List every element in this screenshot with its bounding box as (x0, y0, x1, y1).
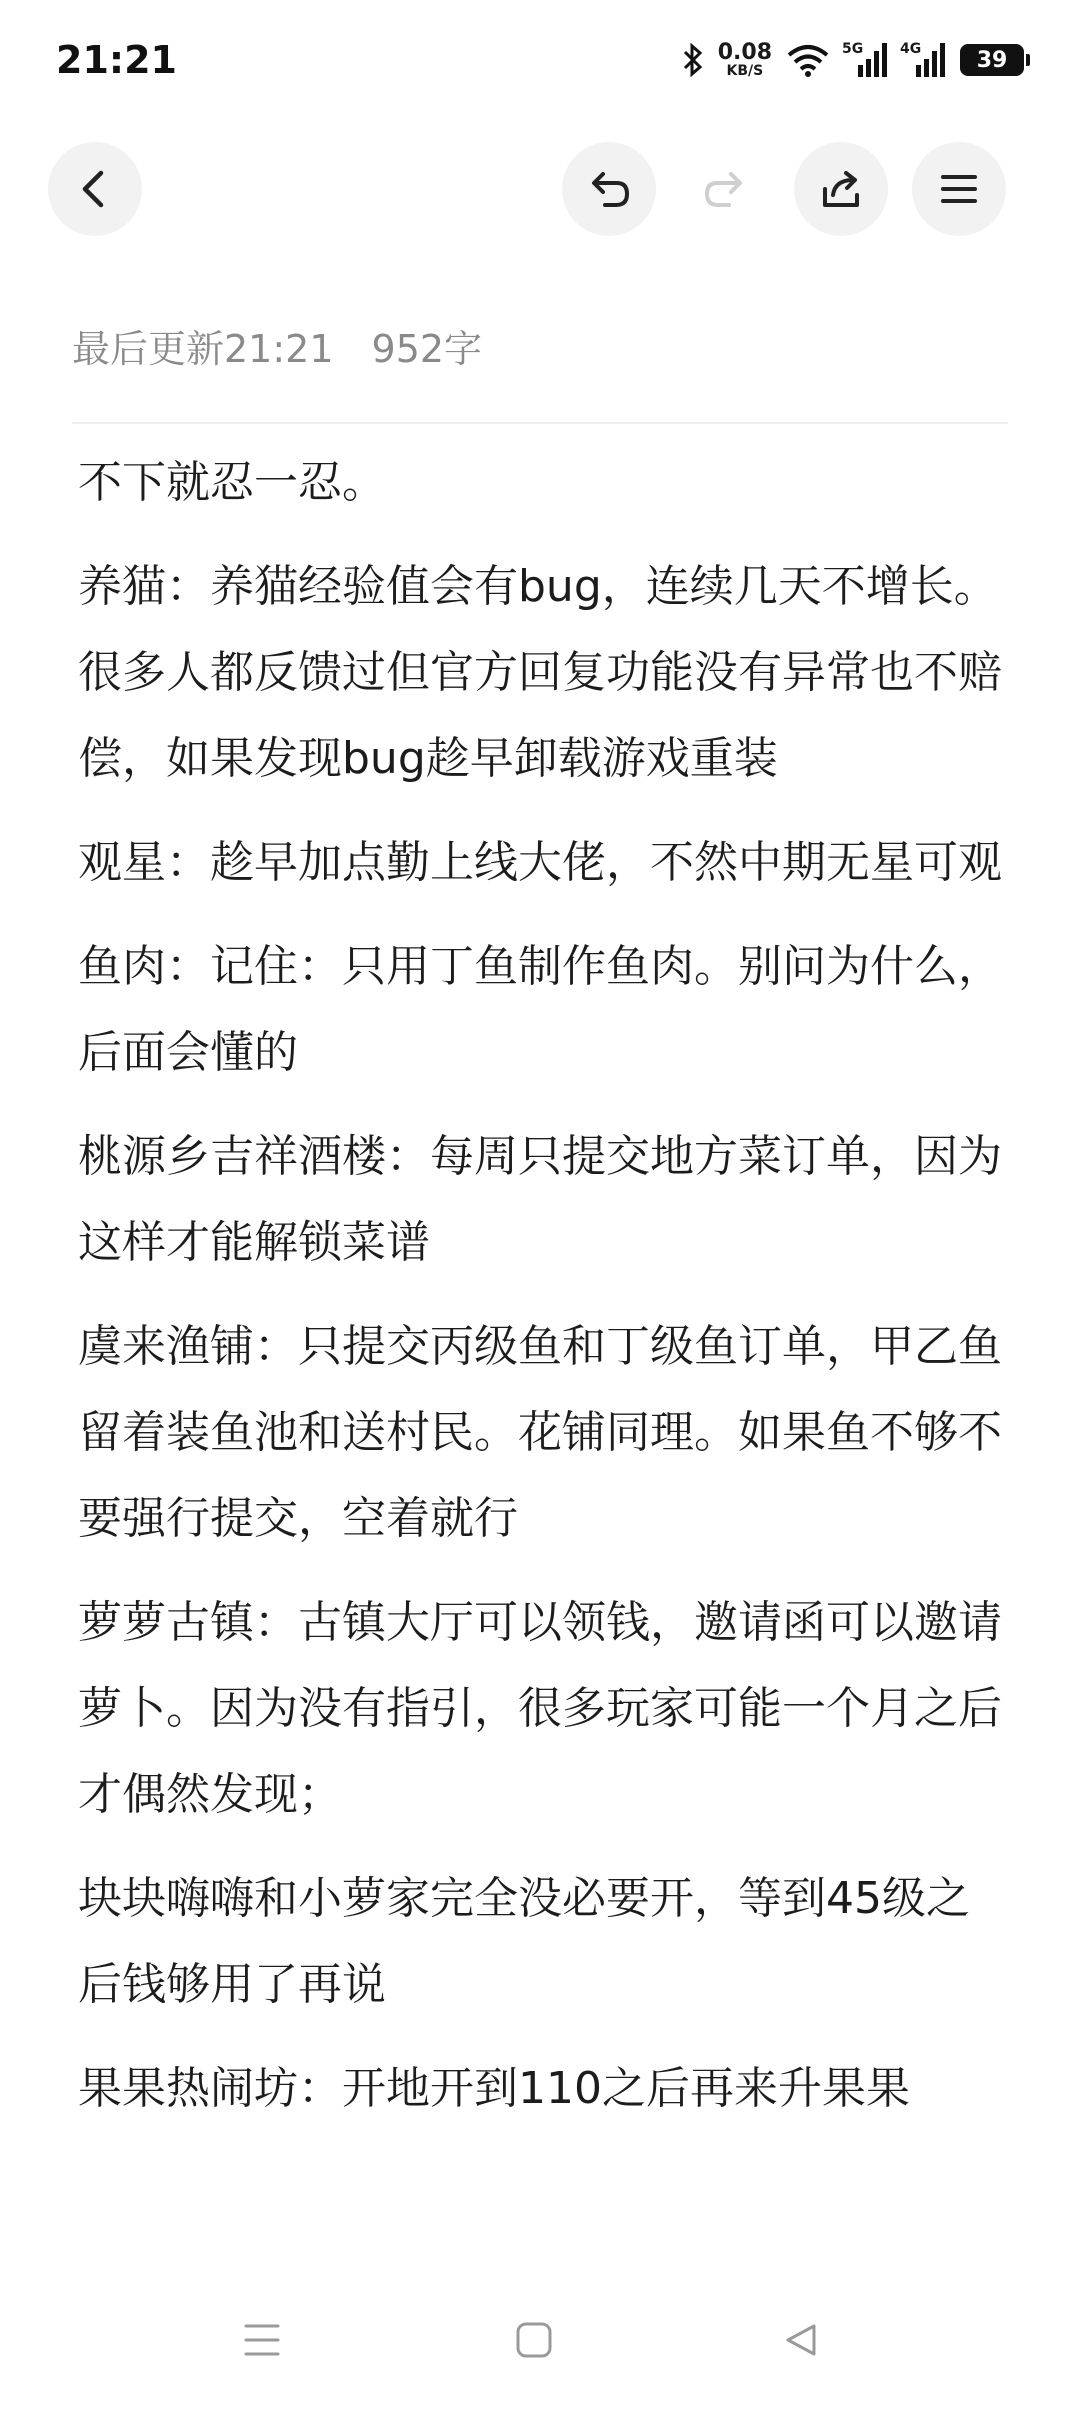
undo-icon (587, 167, 631, 211)
nav-menu-button[interactable] (222, 2300, 302, 2380)
paragraph[interactable]: 不下就忍一忍。 (78, 457, 386, 508)
wifi-icon (786, 43, 830, 77)
network-speed-value: 0.08 (717, 40, 772, 65)
redo-icon (703, 167, 747, 211)
last-updated: 最后更新21:21 (72, 327, 334, 371)
undo-button[interactable] (562, 142, 656, 236)
status-bar (0, 0, 1080, 120)
share-button[interactable] (794, 142, 888, 236)
network-speed (718, 42, 772, 78)
sim2-label: 4G (900, 41, 922, 57)
share-icon (819, 167, 863, 211)
note-meta (72, 318, 482, 373)
meta-divider (72, 422, 1008, 424)
back-button[interactable] (48, 142, 142, 236)
menu-button[interactable] (912, 142, 1006, 236)
chevron-left-icon (73, 167, 117, 211)
nav-home-button[interactable] (494, 2300, 574, 2380)
status-icons (682, 42, 1024, 78)
system-nav-bar (0, 2270, 1080, 2412)
back-triangle-icon (780, 2318, 824, 2362)
paragraph[interactable]: 桃源乡吉祥酒楼：每周只提交地方菜订单，因为这样才能解锁菜谱 (78, 1131, 1002, 1268)
battery-icon: 39 (960, 44, 1024, 76)
editor-toolbar (0, 142, 1080, 238)
note-body[interactable] (78, 440, 1008, 2270)
word-count: 952字 (371, 327, 483, 371)
home-icon (512, 2318, 556, 2362)
nav-back-button[interactable] (762, 2300, 842, 2380)
paragraph[interactable]: 虞来渔铺：只提交丙级鱼和丁级鱼订单，甲乙鱼留着装鱼池和送村民。花铺同理。如果鱼不够不要强行提交，空着就行 (78, 1321, 1002, 1544)
bluetooth-icon (682, 43, 704, 77)
paragraph[interactable]: 观星：趁早加点勤上线大佬，不然中期无星可观 (78, 837, 1002, 888)
menu-icon (240, 2318, 284, 2362)
status-time: 21:21 (56, 38, 177, 82)
paragraph[interactable]: 块块嗨嗨和小萝家完全没必要开，等到45级之后钱够用了再说 (78, 1873, 970, 2010)
signal-sim2-icon (902, 43, 946, 77)
network-speed-unit: KB/S (726, 63, 764, 79)
paragraph[interactable]: 鱼肉：记住：只用丁鱼制作鱼肉。别问为什么，后面会懂的 (78, 941, 1002, 1078)
redo-button[interactable] (678, 142, 772, 236)
paragraph[interactable]: 养猫：养猫经验值会有bug，连续几天不增长。很多人都反馈过但官方回复功能没有异常也不赔偿，如果发现bug趁早卸载游戏重装 (78, 561, 1002, 784)
paragraph[interactable]: 萝萝古镇：古镇大厅可以领钱，邀请函可以邀请萝卜。因为没有指引，很多玩家可能一个月之后才偶然发现； (78, 1597, 1002, 1820)
paragraph[interactable]: 果果热闹坊：开地开到110之后再来升果果 (78, 2063, 910, 2114)
signal-sim1-icon (844, 43, 888, 77)
sim1-label: 5G (842, 41, 864, 57)
menu-icon (937, 167, 981, 211)
